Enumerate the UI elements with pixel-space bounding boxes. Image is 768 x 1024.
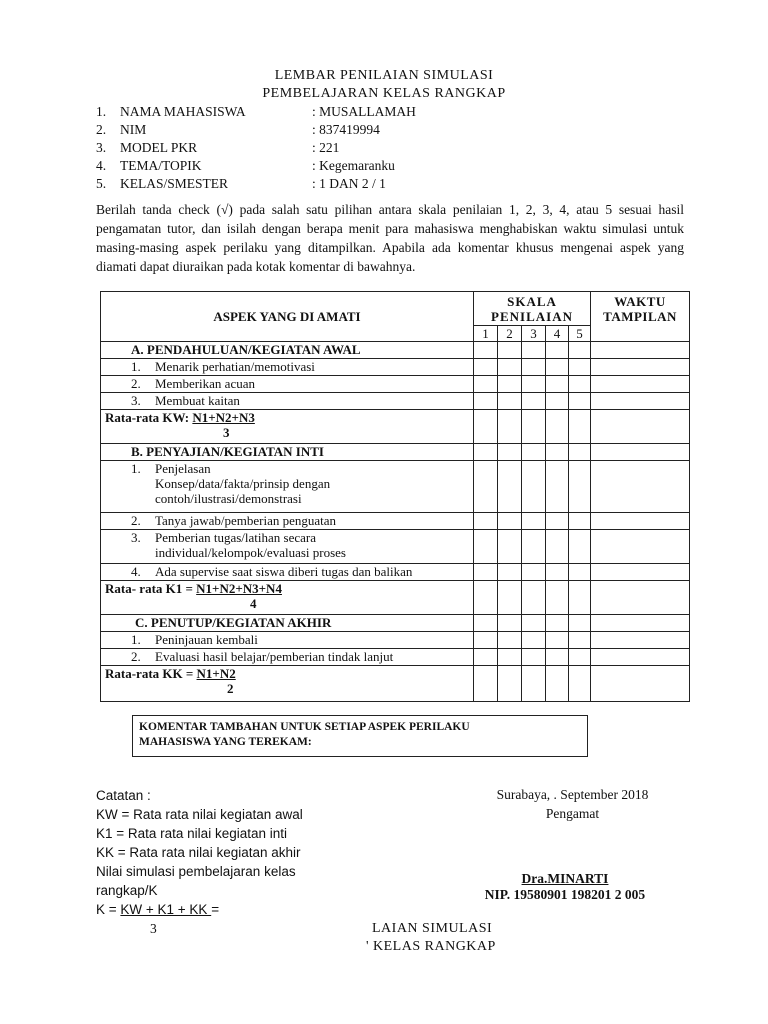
header-waktu: WAKTU TAMPILAN	[591, 292, 690, 342]
section-a-item-3: 3. Membuat kaitan	[101, 393, 474, 410]
section-a-item-1: 1. Menarik perhatian/memotivasi	[101, 359, 474, 376]
section-a-average: Rata-rata KW: N1+N2+N3 3	[101, 410, 474, 444]
scale-5: 5	[569, 326, 591, 342]
section-c-item-1: 1. Peninjauan kembali	[101, 632, 474, 649]
header-aspek: ASPEK YANG DI AMATI	[101, 292, 474, 342]
signature-place-date: Surabaya, . September 2018	[496, 787, 649, 802]
scale-4: 4	[546, 326, 569, 342]
section-b-item-3: 3. Pemberian tugas/latihan secara individual/kelompok/evaluasi proses	[101, 530, 474, 564]
assessment-table	[100, 291, 690, 702]
notes-heading: Catatan :	[96, 788, 151, 803]
next-page-title-line1: LAIAN SIMULASI	[372, 921, 493, 936]
signature-nip: NIP. 19580901 198201 2 005	[484, 887, 646, 902]
identity-row: 5. KELAS/SMESTER : 1 DAN 2 / 1	[96, 176, 386, 191]
section-c-item-2: 2. Evaluasi hasil belajar/pemberian tindak lanjut	[101, 649, 474, 666]
doc-title-line2: PEMBELAJARAN KELAS RANGKAP	[262, 86, 506, 101]
signature-role: Pengamat	[545, 806, 600, 821]
section-c-average: Rata-rata KK = N1+N2 2	[101, 666, 474, 702]
notes-kk: KK = Rata rata nilai kegiatan akhir	[96, 845, 301, 860]
section-b-item-1: 1. Penjelasan Konsep/data/fakta/prinsip dengan contoh/ilustrasi/demonstrasi	[101, 461, 474, 513]
notes-block	[96, 786, 303, 938]
notes-kw: KW = Rata rata nilai kegiatan awal	[96, 807, 303, 822]
section-b-title: B. PENYAJIAN/KEGIATAN INTI	[101, 444, 474, 461]
comment-label-line1: KOMENTAR TAMBAHAN UNTUK SETIAP ASPEK PERILAKU	[139, 721, 470, 733]
notes-nilai-line1: Nilai simulasi pembelajaran kelas	[96, 864, 296, 879]
identity-row: 4. TEMA/TOPIK : Kegemaranku	[96, 158, 395, 173]
scale-1: 1	[474, 326, 498, 342]
signature-name: Dra.MINARTI	[521, 871, 609, 886]
instructions-paragraph: Berilah tanda check (√) pada salah satu pilihan antara skala penilaian 1, 2, 3, 4, atau 5 sesuai hasil pengamatan tutor, dan isilah dengan berapa menit para mahasiswa menghabiskan waktu simulasi untuk masing-masing aspek perilaku yang ditampilkan. Apabila ada komentar khusus mengenai aspek yang diamati dapat diuraikan pada kotak komentar di bawahnya.	[96, 202, 684, 274]
scale-2: 2	[498, 326, 522, 342]
section-b-item-2: 2. Tanya jawab/pemberian penguatan	[101, 513, 474, 530]
comment-box[interactable]	[132, 715, 588, 757]
identity-row: 3. MODEL PKR : 221	[96, 140, 340, 155]
identity-list	[96, 103, 416, 193]
identity-row: 2. NIM : 837419994	[96, 122, 380, 137]
header-skala: SKALA PENILAIAN	[474, 292, 591, 326]
notes-formula-denominator: 3	[150, 921, 157, 936]
section-b-average: Rata- rata K1 = N1+N2+N3+N4 4	[101, 581, 474, 615]
identity-row: 1. NAMA MAHASISWA : MUSALLAMAH	[96, 104, 416, 119]
comment-label-line2: MAHASISWA YANG TEREKAM:	[139, 736, 312, 748]
doc-title-line1: LEMBAR PENILAIAN SIMULASI	[274, 68, 494, 83]
section-c-title: C. PENUTUP/KEGIATAN AKHIR	[101, 615, 474, 632]
notes-k1: K1 = Rata rata nilai kegiatan inti	[96, 826, 287, 841]
section-a-title: A. PENDAHULUAN/KEGIATAN AWAL	[101, 342, 474, 359]
next-page-title-line2: ' KELAS RANGKAP	[366, 939, 496, 954]
section-b-item-4: 4. Ada supervise saat siswa diberi tugas dan balikan	[101, 564, 474, 581]
notes-nilai-line2: rangkap/K	[96, 883, 158, 898]
section-a-item-2: 2. Memberikan acuan	[101, 376, 474, 393]
scale-3: 3	[522, 326, 546, 342]
notes-formula: K = KW + K1 + KK =	[96, 902, 220, 917]
